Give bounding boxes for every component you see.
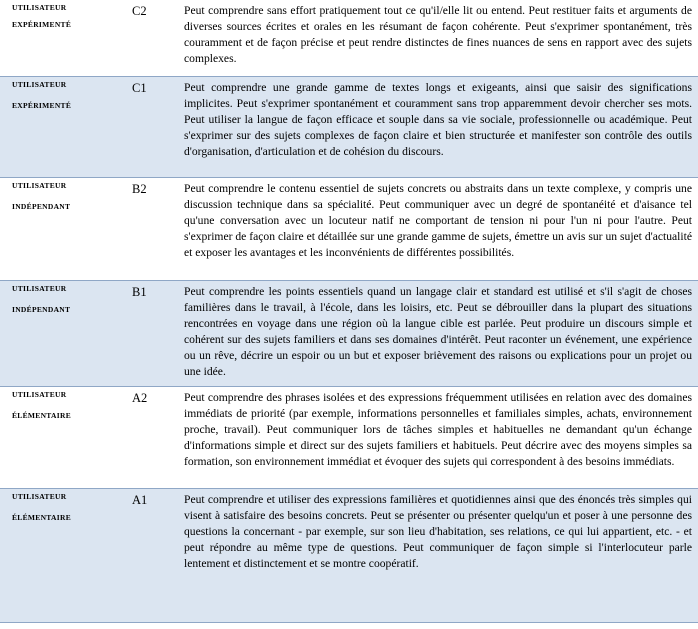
category-cell (0, 280, 132, 386)
level-description: Peut comprendre le contenu essentiel de sujets concrets ou abstraits dans un texte complexe, y compris une discussion technique dans sa spécialité. Peut communiquer avec un degré de spontanéité et d'aisance tel qu'une conversation avec un locuteur natif ne comportant de tension ni pour l'un ni pour l'autre. Peut s'exprimer de façon claire et détaillée sur une grande gamme de sujets, émettre un avis sur un sujet d'actualité et exposer les avantages et les inconvénients de différentes possibilités. (172, 177, 698, 280)
level-row-b2 (0, 177, 698, 280)
level-code: A2 (132, 386, 172, 488)
level-code: A1 (132, 488, 172, 622)
category-line1: UTILISATEUR (12, 79, 67, 89)
level-description: Peut comprendre et utiliser des expressions familières et quotidiennes ainsi que des énoncés très simples qui visent à satisfaire des besoins concrets. Peut se présenter ou présenter quelqu'un et poser à une personne des questions la concernant - par exemple, sur son lieu d'habitation, ses relations, ce qui lui appartient, etc. - et peut répondre au même type de questions. Peut communiquer de façon simple si l'interlocuteur parle lentement et distinctement et se montre coopératif. (172, 488, 698, 622)
level-code: C2 (132, 0, 172, 76)
category-cell (0, 386, 132, 488)
level-description: Peut comprendre sans effort pratiquement tout ce qu'il/elle lit ou entend. Peut restituer faits et arguments de diverses sources écrites et orales en les résumant de façon cohérente. Peut s'exprimer spontanément, très couramment et de façon précise et peut rendre distinctes de fines nuances de sens en rapport avec des sujets complexes. (172, 0, 698, 76)
category-cell (0, 488, 132, 622)
category-line1: UTILISATEUR (12, 491, 67, 501)
category-line1: UTILISATEUR (12, 180, 67, 190)
category-line1: UTILISATEUR (12, 283, 67, 293)
level-row-a1 (0, 488, 698, 622)
level-row-a2 (0, 386, 698, 488)
category-cell (0, 76, 132, 177)
category-line2: INDÉPENDANT (12, 202, 71, 211)
level-description: Peut comprendre les points essentiels quand un langage clair et standard est utilisé et s'il s'agit de choses familières dans le travail, à l'école, dans les loisirs, etc. Peut se débrouiller dans la plupart des situations rencontrées en voyage dans une région où la langue cible est parlée. Peut produire un discours simple et cohérent sur des sujets familiers et dans ses domaines d'intérêt. Peut raconter un événement, une expérience ou un rêve, décrire un espoir ou un but et exposer brièvement des raisons ou explications pour un projet ou une idée. (172, 280, 698, 386)
level-description: Peut comprendre des phrases isolées et des expressions fréquemment utilisées en relation avec des domaines immédiats de priorité (par exemple, informations personnelles et familiales simples, achats, environnement proche, travail). Peut communiquer lors de tâches simples et habituelles ne demandant qu'un échange d'informations simple et direct sur des sujets familiers et habituels. Peut décrire avec des moyens simples sa formation, son environnement immédiat et évoquer des sujets qui correspondent à des besoins immédiats. (172, 386, 698, 488)
level-code: C1 (132, 76, 172, 177)
level-code: B2 (132, 177, 172, 280)
category-cell (0, 177, 132, 280)
category-cell (0, 0, 132, 76)
category-line2: EXPÉRIMENTÉ (12, 101, 72, 110)
category-line2: INDÉPENDANT (12, 305, 71, 314)
category-line2: ÉLÉMENTAIRE (12, 411, 72, 420)
level-row-b1 (0, 280, 698, 386)
category-line2: ÉLÉMENTAIRE (12, 513, 72, 522)
level-row-c2 (0, 0, 698, 76)
level-code: B1 (132, 280, 172, 386)
level-description: Peut comprendre une grande gamme de textes longs et exigeants, ainsi que saisir des significations implicites. Peut s'exprimer spontanément et couramment sans trop apparemment devoir chercher ses mots. Peut utiliser la langue de façon efficace et souple dans sa vie sociale, professionnelle ou académique. Peut s'exprimer sur des sujets complexes de façon claire et bien structurée et manifester son contrôle des outils d'organisation, d'articulation et de cohésion du discours. (172, 76, 698, 177)
category-line1: UTILISATEUR (12, 3, 67, 12)
level-row-c1 (0, 76, 698, 177)
category-line1: UTILISATEUR (12, 389, 67, 399)
category-line2: EXPÉRIMENTÉ (12, 19, 72, 29)
